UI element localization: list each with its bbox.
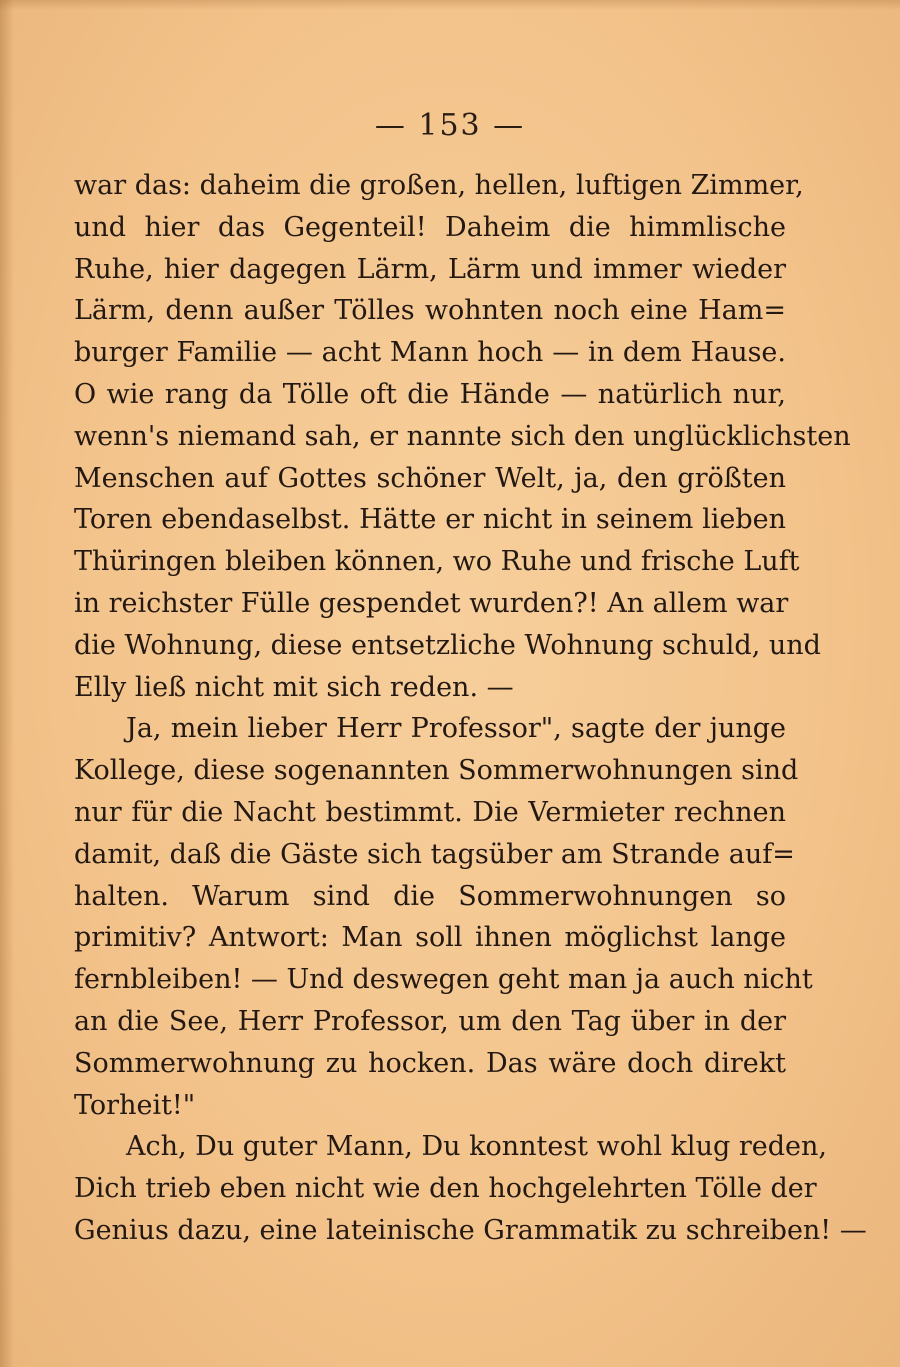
- text-line: Thüringen bleiben können, wo Ruhe und frische Luft: [74, 546, 800, 578]
- text-line: Torheit!": [74, 1089, 196, 1121]
- text-line: damit, daß die Gäste sich tagsüber am Strande auf=: [74, 838, 795, 870]
- text-line: Lärm, denn außer Tölles wohnten noch eine Ham=: [74, 295, 786, 327]
- text-line: Genius dazu, eine lateinische Grammatik zu schreiben! —: [74, 1214, 867, 1246]
- text-line: und hier das Gegenteil! Daheim die himmlische: [74, 211, 786, 243]
- text-line: Toren ebendaselbst. Hätte er nicht in seinem lieben: [74, 504, 786, 536]
- text-line: Menschen auf Gottes schöner Welt, ja, den größten: [74, 462, 786, 494]
- text-line: an die See, Herr Professor, um den Tag über in der: [74, 1005, 786, 1037]
- text-line: war das: daheim die großen, hellen, luftigen Zimmer,: [74, 170, 804, 201]
- body-text: [74, 165, 867, 1252]
- text-line: Ach, Du guter Mann, Du konntest wohl klug reden,: [126, 1131, 827, 1163]
- text-line: nur für die Nacht bestimmt. Die Vermieter rechnen: [74, 796, 786, 828]
- text-line: Kollege, diese sogenannten Sommerwohnungen sind: [74, 755, 799, 787]
- text-line: burger Familie — acht Mann hoch — in dem Hause.: [74, 337, 786, 369]
- text-line: Dich trieb eben nicht wie den hochgelehrten Tölle der: [74, 1173, 817, 1205]
- text-line: Ja, mein lieber Herr Professor", sagte der junge: [126, 713, 786, 745]
- page-edge-shadow-top: [0, 0, 900, 10]
- text-line: Elly ließ nicht mit sich reden. —: [74, 671, 514, 703]
- text-line: fernbleiben! — Und deswegen geht man ja auch nicht: [74, 964, 813, 996]
- text-line: halten. Warum sind die Sommerwohnungen so: [74, 880, 786, 912]
- text-line: primitiv? Antwort: Man soll ihnen möglichst lange: [74, 922, 786, 954]
- text-line: die Wohnung, diese entsetzliche Wohnung schuld, und: [74, 629, 821, 661]
- page-edge-shadow-left: [0, 0, 14, 1367]
- text-line: Sommerwohnung zu hocken. Das wäre doch direkt: [74, 1047, 786, 1079]
- text-line: Ruhe, hier dagegen Lärm, Lärm und immer wieder: [74, 253, 786, 285]
- text-line: O wie rang da Tölle oft die Hände — natürlich nur,: [74, 378, 786, 410]
- text-line: in reichster Fülle gespendet wurden?! An allem war: [74, 587, 789, 619]
- text-line: wenn's niemand sah, er nannte sich den unglücklichsten: [74, 420, 851, 452]
- page-number: — 153 —: [374, 108, 526, 143]
